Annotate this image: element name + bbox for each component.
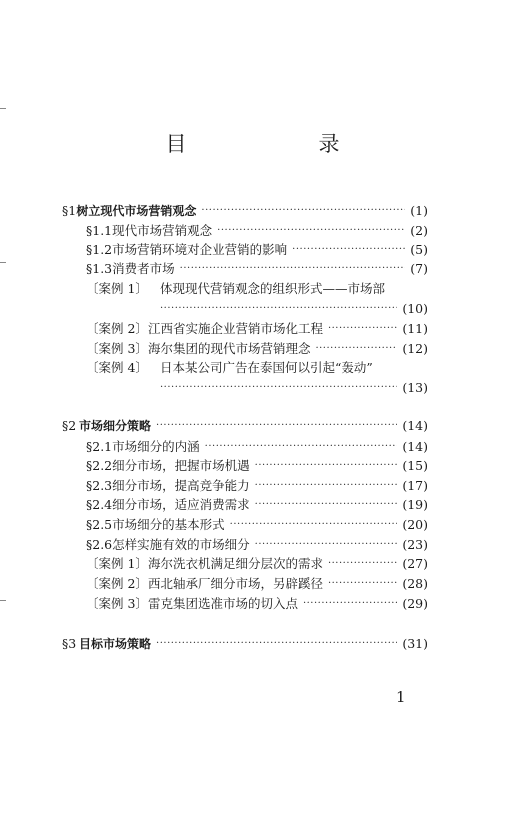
section-number: §2.1	[86, 438, 113, 454]
dot-leader	[255, 499, 398, 513]
page-title: 目 录	[165, 132, 370, 156]
case-number: 〔案例 1〕	[86, 556, 148, 571]
section-number: §2	[62, 417, 77, 433]
toc-entry-2-3[interactable]	[86, 476, 428, 494]
scan-edge-mark	[0, 262, 6, 263]
toc-entry-1-2[interactable]	[86, 240, 428, 258]
entry-page-number: (11)	[402, 320, 428, 336]
toc-entry-case-1-3[interactable]	[86, 339, 428, 357]
page-number: 1	[396, 688, 406, 706]
entry-page-number: (10)	[402, 300, 428, 316]
case-number: 〔案例 3〕	[86, 596, 148, 611]
entry-page-number: (13)	[402, 379, 428, 395]
dot-leader	[201, 205, 405, 219]
section-number: §1.2	[86, 241, 113, 257]
entry-title: 现代市场营销观念	[112, 223, 213, 238]
section-number: §1	[62, 202, 77, 218]
toc-entry-case-1-2[interactable]	[86, 319, 428, 337]
dot-leader	[156, 420, 397, 434]
entry-page-number: (7)	[410, 260, 428, 276]
toc-entry-2-2[interactable]	[86, 456, 428, 474]
entry-title: 市场细分策略	[79, 418, 152, 433]
entry-page-number: (27)	[402, 555, 428, 571]
entry-page-number: (31)	[402, 635, 428, 651]
entry-page-number: (17)	[402, 477, 428, 493]
scan-edge-mark	[0, 600, 6, 601]
case-number: 〔案例 2〕	[86, 576, 148, 591]
entry-title: 体现现代营销观念的组织形式——市场部	[160, 281, 386, 296]
entry-title: 海尔集团的现代市场营销理念	[147, 341, 311, 356]
entry-page-number: (2)	[410, 222, 428, 238]
toc-entry-section-3[interactable]	[62, 634, 428, 652]
entry-title: 江西省实施企业营销市场化工程	[147, 321, 323, 336]
toc-entry-2-1[interactable]	[86, 437, 428, 455]
entry-title: 细分市场，适应消费需求	[112, 497, 250, 512]
dot-leader	[160, 303, 397, 317]
entry-title: 日本某公司广告在泰国何以引起“轰动”	[160, 360, 373, 375]
dot-leader	[230, 519, 398, 533]
entry-page-number: (29)	[402, 595, 428, 611]
entry-page-number: (23)	[402, 536, 428, 552]
entry-title: 市场营销环境对企业营销的影响	[112, 242, 288, 257]
scan-edge-mark	[0, 108, 6, 109]
entry-title: 市场细分的基本形式	[112, 517, 225, 532]
section-number: §2.2	[86, 457, 113, 473]
entry-title: 目标市场策略	[79, 636, 152, 651]
dot-leader	[292, 244, 405, 258]
entry-page-number: (14)	[402, 438, 428, 454]
toc-entry-case-1-1[interactable]	[86, 279, 428, 297]
dot-leader	[205, 441, 398, 455]
toc-entry-2-6[interactable]	[86, 535, 428, 553]
dot-leader	[328, 558, 397, 572]
entry-page-number: (12)	[402, 340, 428, 356]
entry-title: 怎样实施有效的市场细分	[112, 537, 250, 552]
toc-entry-2-4[interactable]	[86, 495, 428, 513]
section-number: §1.3	[86, 260, 113, 276]
toc-entry-case-1-4-continued	[160, 378, 428, 396]
dot-leader	[160, 382, 397, 396]
entry-page-number: (28)	[402, 575, 428, 591]
dot-leader	[328, 323, 397, 337]
case-number: 〔案例 2〕	[86, 321, 148, 336]
entry-title: 雷克集团选准市场的切入点	[147, 596, 298, 611]
section-number: §2.5	[86, 516, 113, 532]
dot-leader	[315, 343, 397, 357]
toc-entry-section-1[interactable]	[62, 201, 428, 219]
dot-leader	[303, 598, 397, 612]
toc-entry-1-1[interactable]	[86, 221, 428, 239]
dot-leader	[156, 638, 397, 652]
dot-leader	[217, 225, 405, 239]
section-number: §1.1	[86, 222, 113, 238]
entry-page-number: (20)	[402, 516, 428, 532]
entry-title: 细分市场，提高竞争能力	[112, 478, 250, 493]
entry-page-number: (1)	[410, 202, 428, 218]
entry-page-number: (19)	[402, 496, 428, 512]
dot-leader	[255, 480, 398, 494]
toc-entry-case-1-1-continued	[160, 299, 428, 317]
entry-title: 海尔洗衣机满足细分层次的需求	[147, 556, 323, 571]
toc-entry-case-2-3[interactable]	[86, 594, 428, 612]
case-number: 〔案例 4〕	[86, 360, 148, 375]
entry-page-number: (14)	[402, 417, 428, 433]
dot-leader	[180, 263, 406, 277]
section-number: §2.4	[86, 496, 113, 512]
entry-title: 西北轴承厂细分市场，另辟蹊径	[147, 576, 323, 591]
case-number: 〔案例 1〕	[86, 281, 148, 296]
dot-leader	[328, 578, 397, 592]
entry-title: 消费者市场	[112, 261, 175, 276]
toc-entry-1-3[interactable]	[86, 259, 428, 277]
dot-leader	[255, 460, 398, 474]
entry-page-number: (5)	[410, 241, 428, 257]
toc-entry-case-2-2[interactable]	[86, 574, 428, 592]
case-number: 〔案例 3〕	[86, 341, 148, 356]
entry-title: 树立现代市场营销观念	[76, 203, 197, 218]
toc-entry-case-1-4[interactable]	[86, 358, 428, 376]
entry-title: 细分市场，把握市场机遇	[112, 458, 250, 473]
entry-title: 市场细分的内涵	[112, 439, 200, 454]
toc-entry-2-5[interactable]	[86, 515, 428, 533]
section-number: §2.3	[86, 477, 113, 493]
section-number: §2.6	[86, 536, 113, 552]
toc-entry-case-2-1[interactable]	[86, 554, 428, 572]
entry-page-number: (15)	[402, 457, 428, 473]
toc-entry-section-2[interactable]	[62, 416, 428, 434]
section-number: §3	[62, 635, 77, 651]
dot-leader	[255, 539, 398, 553]
